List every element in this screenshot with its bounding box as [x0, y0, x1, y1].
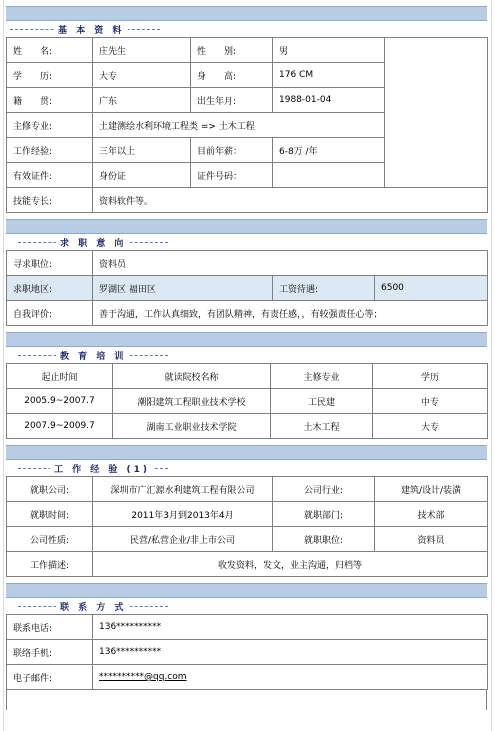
edu-cell: 大专: [373, 414, 488, 439]
label: 求职地区:: [7, 276, 93, 301]
section-bar: [6, 6, 487, 21]
company-value: 深圳市广汇源水利建筑工程有限公司: [93, 477, 273, 502]
page-edge-right: [491, 0, 492, 731]
major-value: 土建测绘水利环境工程类 => 土木工程: [93, 113, 385, 138]
section-title-text: 基 本 资 料: [54, 23, 128, 36]
label: 联系电话:: [7, 615, 93, 640]
name-value: 庄先生: [93, 38, 191, 63]
origin-value: 广东: [93, 88, 191, 113]
id-no-value: [273, 163, 385, 188]
label: 学 历:: [7, 63, 93, 88]
edu-cell: 潮阳建筑工程职业技术学校: [113, 389, 271, 414]
period-value: 2011年3月到2013年4月: [93, 502, 273, 527]
pay-value: 6500: [375, 276, 488, 301]
edu-header: 主修专业: [271, 364, 373, 389]
section-title-text: 教 育 培 训: [56, 349, 130, 362]
label: 就职部门:: [273, 502, 375, 527]
phone-value: 136**********: [93, 615, 488, 640]
self-evaluation-value: 善于沟通，工作认真细致，有团队精神，有责任感，，有较强责任心等；: [93, 301, 488, 326]
role-value: 资料员: [375, 527, 488, 552]
job-intention-table: [6, 250, 488, 326]
edu-cell: 湖南工业职业技术学院: [113, 414, 271, 439]
dept-value: 技术部: [375, 502, 488, 527]
section-title-job: [6, 234, 487, 250]
education-table: [6, 363, 488, 439]
edu-cell: 2007.9~2009.7: [7, 414, 113, 439]
experience-value: 三年以上: [93, 138, 191, 163]
label: 电子邮件:: [7, 665, 93, 690]
section-title-text: 联 系 方 式: [56, 600, 130, 613]
edu-cell: 土木工程: [271, 414, 373, 439]
page-edge-left: [3, 0, 4, 731]
area-value: 罗湖区 福田区: [93, 276, 273, 301]
section-bar: [6, 583, 487, 598]
email-link[interactable]: **********@qq.com: [99, 672, 187, 682]
section-title-work: [6, 460, 487, 476]
label: 工作描述:: [7, 552, 93, 577]
gender-value: 男: [273, 38, 385, 63]
label: 性 别:: [191, 38, 273, 63]
section-bar: [6, 219, 487, 234]
section-title-contact: [6, 598, 487, 614]
label: 有效证件:: [7, 163, 93, 188]
label: 技能专长:: [7, 188, 93, 213]
industry-value: 建筑/设计/装潢: [375, 477, 488, 502]
label: 籍 贯:: [7, 88, 93, 113]
photo-area: [385, 38, 488, 188]
table-row: [7, 389, 488, 414]
resume-page: [6, 6, 487, 710]
height-value: 176 CM: [273, 63, 385, 88]
mobile-value: 136**********: [93, 640, 488, 665]
edu-cell: 工民建: [271, 389, 373, 414]
label: 出生年月:: [191, 88, 273, 113]
section-title-edu: [6, 347, 487, 363]
label: 就职公司:: [7, 477, 93, 502]
label: 就职时间:: [7, 502, 93, 527]
label: 身 高:: [191, 63, 273, 88]
education-value: 大专: [93, 63, 191, 88]
edu-header: 就读院校名称: [113, 364, 271, 389]
page-bottom-space: [6, 690, 487, 710]
edu-cell: 中专: [373, 389, 488, 414]
table-row: [7, 414, 488, 439]
salary-value: 6-8万 /年: [273, 138, 385, 163]
birth-value: 1988-01-04: [273, 88, 385, 113]
contact-table: [6, 614, 488, 690]
label: 姓 名:: [7, 38, 93, 63]
section-bar: [6, 332, 487, 347]
section-title-text: 工 作 经 验 (1): [50, 462, 154, 475]
label: 公司行业:: [273, 477, 375, 502]
label: 公司性质:: [7, 527, 93, 552]
edu-header: 学历: [373, 364, 488, 389]
label: 寻求职位:: [7, 251, 93, 276]
basic-info-table: [6, 37, 488, 213]
id-value: 身份证: [93, 163, 191, 188]
edu-header: 起止时间: [7, 364, 113, 389]
label: 工资待遇:: [273, 276, 375, 301]
label: 工作经验:: [7, 138, 93, 163]
position-value: 资料员: [93, 251, 488, 276]
section-title-text: 求 职 意 向: [56, 236, 130, 249]
section-title-basic: [6, 21, 487, 37]
edu-cell: 2005.9~2007.7: [7, 389, 113, 414]
label: 目前年薪：: [191, 138, 273, 163]
section-bar: [6, 445, 487, 460]
skills-value: 资料软件等。: [93, 188, 488, 213]
label: 自我评价:: [7, 301, 93, 326]
work-description-value: 收发资料，发文，业主沟通，归档等: [93, 552, 488, 577]
label: 联络手机:: [7, 640, 93, 665]
work-experience-table: [6, 476, 488, 577]
label: 主修专业:: [7, 113, 93, 138]
label: 就职职位:: [273, 527, 375, 552]
nature-value: 民营/私营企业/非上市公司: [93, 527, 273, 552]
label: 证件号码：: [191, 163, 273, 188]
